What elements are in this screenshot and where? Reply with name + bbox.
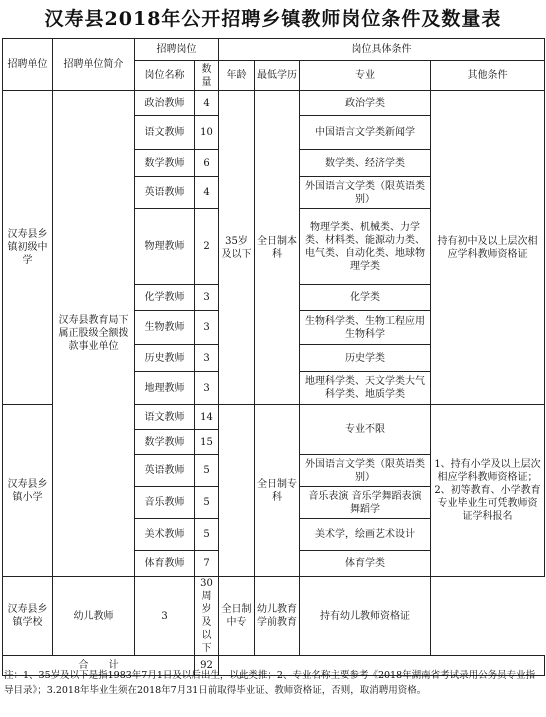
position-name: 语文教师 [135, 405, 195, 430]
unit-middle: 汉寿县乡镇初级中学 [3, 91, 53, 405]
position-name: 历史教师 [135, 345, 195, 372]
position-count: 3 [135, 577, 195, 656]
unit-intro: 汉寿县教育局下属正股级全额拨款事业单位 [53, 91, 135, 577]
table-row [3, 91, 545, 116]
major: 外国语言文学类（限英语类别） [300, 455, 431, 487]
footnote: 注：1、35岁及以下是指1983年7月1日及以后出生，以此类推；2、专业名称主要参考《2018年湖南省考试录用公务员专业指导目录》；3.2018年毕业生须在2018年7月31日前取得毕业证、教师资格证，否则，取消聘用资格。 [4, 670, 536, 696]
header-positions: 招聘岗位 [135, 39, 219, 61]
header-education: 最低学历 [255, 61, 300, 91]
other-middle: 持有初中及以上层次相应学科教师资格证 [431, 91, 545, 405]
header-age: 年龄 [219, 61, 255, 91]
age-primary-blank [219, 405, 255, 577]
major: 生物科学类、生物工程应用生物科学 [300, 311, 431, 345]
position-count: 4 [195, 91, 219, 116]
position-count: 5 [195, 519, 219, 551]
major: 体育学类 [300, 551, 431, 577]
unit-primary: 汉寿县乡镇小学 [3, 405, 53, 577]
unit-kinder: 汉寿县乡镇学校 [3, 577, 53, 656]
header-unit: 招聘单位 [3, 39, 53, 91]
major: 中国语言文学类新闻学 [300, 116, 431, 150]
major-unlimited: 专业不限 [300, 405, 431, 455]
header-major: 专业 [300, 61, 431, 91]
age-kinder: 30周岁及以下 [195, 577, 219, 656]
position-name: 政治教师 [135, 91, 195, 116]
major: 外国语言文学类（限英语类别） [300, 177, 431, 209]
major: 政治学类 [300, 91, 431, 116]
other-kinder: 持有幼儿教师资格证 [300, 577, 431, 656]
position-count: 3 [195, 372, 219, 405]
position-count: 5 [195, 487, 219, 519]
age-main: 35岁及以下 [219, 91, 255, 405]
position-name: 数学教师 [135, 150, 195, 177]
header-unit-intro: 招聘单位简介 [53, 39, 135, 91]
total-value: 92 [195, 656, 219, 676]
recruitment-table [2, 38, 545, 676]
edu-middle: 全日制本科 [255, 91, 300, 405]
position-count: 3 [195, 345, 219, 372]
total-label: 合 计 [3, 656, 195, 676]
position-name: 化学教师 [135, 285, 195, 311]
position-count: 10 [195, 116, 219, 150]
position-name: 数学教师 [135, 430, 195, 455]
position-count: 4 [195, 177, 219, 209]
table-row [3, 577, 545, 656]
edu-kinder: 全日制中专 [219, 577, 255, 656]
header-conditions: 岗位具体条件 [219, 39, 545, 61]
position-count: 2 [195, 209, 219, 285]
position-count: 15 [195, 430, 219, 455]
position-count: 3 [195, 311, 219, 345]
position-name: 语文教师 [135, 116, 195, 150]
major: 历史学类 [300, 345, 431, 372]
edu-primary: 全日制专科 [255, 405, 300, 577]
position-name: 英语教师 [135, 177, 195, 209]
position-name: 物理教师 [135, 209, 195, 285]
major: 物理学类、机械类、力学类、材料类、能源动力类、电气类、自动化类、地球物理学类 [300, 209, 431, 285]
position-count: 14 [195, 405, 219, 430]
major: 数学类、经济学类 [300, 150, 431, 177]
position-name: 地理教师 [135, 372, 195, 405]
header-position-name: 岗位名称 [135, 61, 195, 91]
page-title: 汉寿县2018年公开招聘乡镇教师岗位条件及数量表 [44, 8, 502, 30]
major: 地理科学类、天文学类大气科学类、地质学类 [300, 372, 431, 405]
other-primary: 1、持有小学及以上层次相应学科教师资格证；2、初等教育、小学教育专业毕业生可凭教师资证学科报名 [431, 405, 545, 577]
position-name: 生物教师 [135, 311, 195, 345]
position-name: 美术教师 [135, 519, 195, 551]
position-count: 3 [195, 285, 219, 311]
major: 化学类 [300, 285, 431, 311]
position-name: 幼儿教师 [53, 577, 135, 656]
major: 美术学，绘画艺术设计 [300, 519, 431, 551]
header-count: 数量 [195, 61, 219, 91]
position-count: 7 [195, 551, 219, 577]
major: 音乐表演 音乐学舞蹈表演 舞蹈学 [300, 487, 431, 519]
major: 幼儿教育学前教育 [255, 577, 300, 656]
header-other: 其他条件 [431, 61, 545, 91]
position-name: 体育教师 [135, 551, 195, 577]
position-count: 6 [195, 150, 219, 177]
position-name: 音乐教师 [135, 487, 195, 519]
position-name: 英语教师 [135, 455, 195, 487]
position-count: 5 [195, 455, 219, 487]
